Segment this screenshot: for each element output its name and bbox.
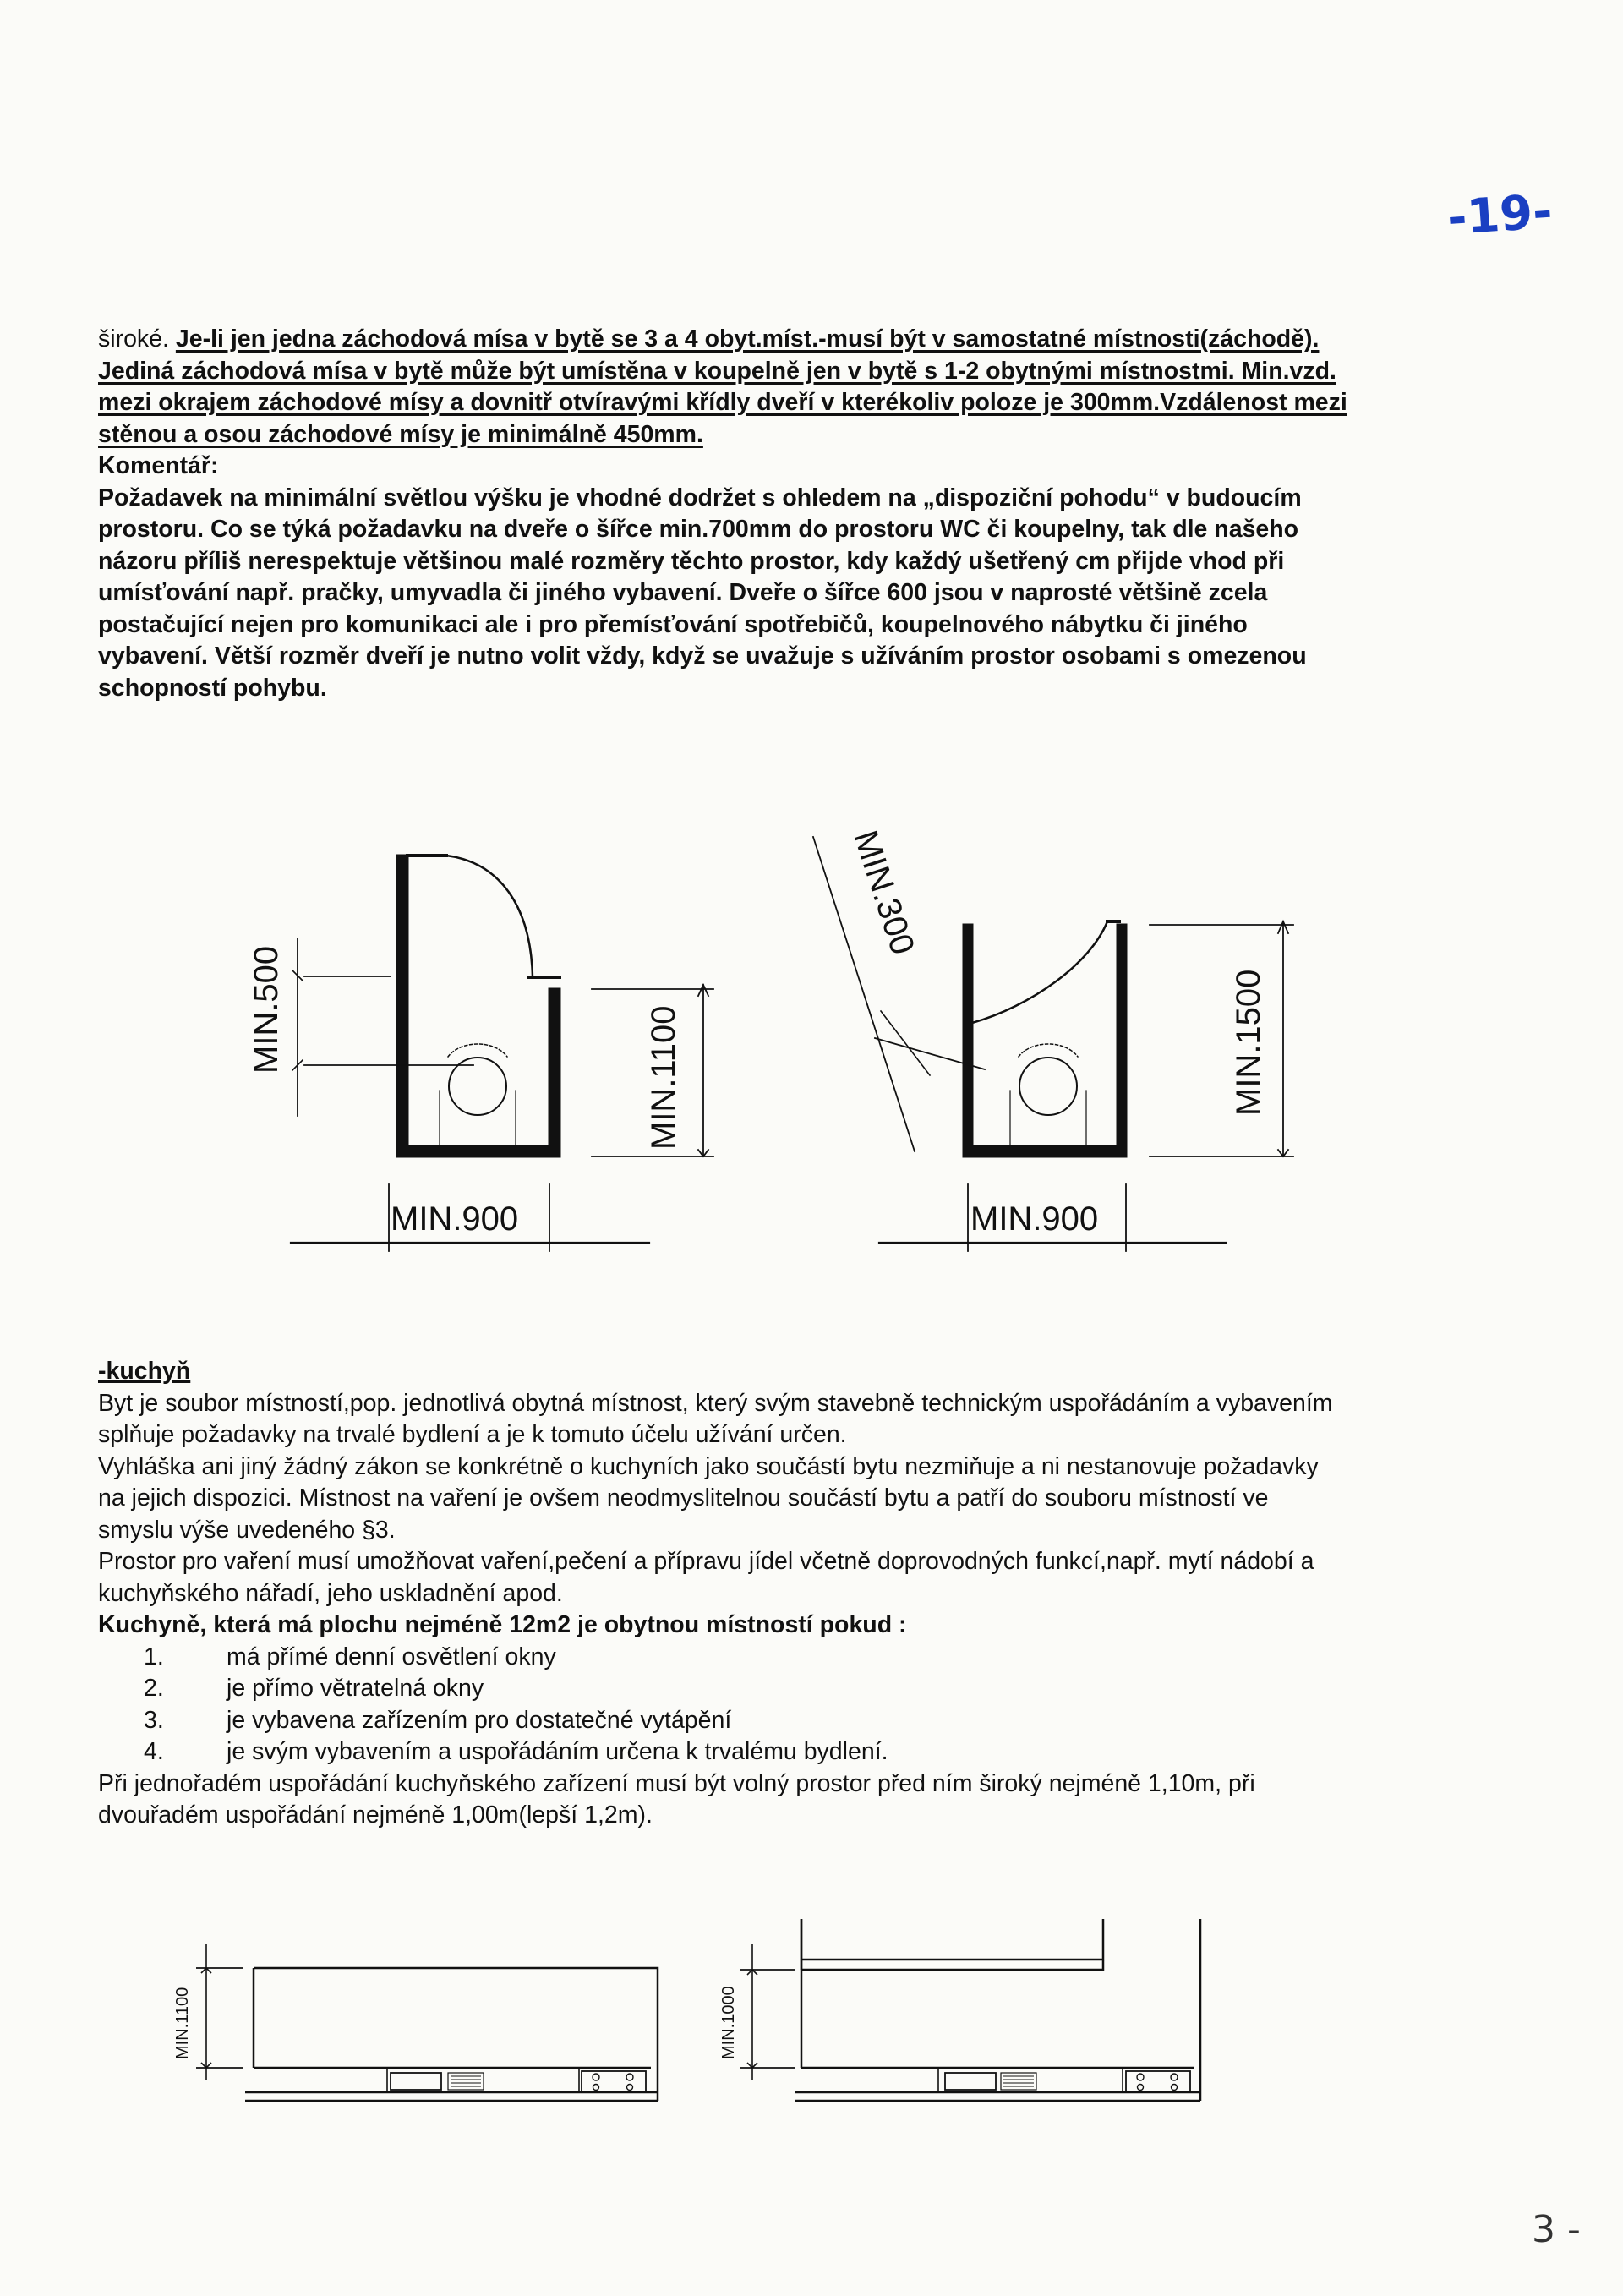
kitchen-double-row <box>740 1919 1200 2101</box>
page-number: -19- <box>1445 183 1555 247</box>
kitchen-paragraph-2: Vyhláška ani jiný žádný zákon se konkrétně o kuchyních jako součástí bytu nezmiňuje a ni nestanovuje požadavky na jejich dispozici. Místnost na vaření je ovšem neodmyslitelnou součástí bytu a patří do souboru místností ve smyslu výše uvedeného §3. <box>98 1452 1319 1544</box>
sheet-number: 3 - <box>1532 2208 1581 2251</box>
kitchen-paragraph-3: Prostor pro vaření musí umožňovat vaření,pečení a přípravu jídel včetně doprovodných funkcí,např. mytí nádobí a kuchyňského nářadí, jeho uskladnění apod. <box>98 1548 1314 1607</box>
list-item: 4. je svým vybavením a uspořádáním určena k trvalému bydlení. <box>144 1738 888 1765</box>
requirement-paragraph: Je-li jen jedna záchodová mísa v bytě se 3 a 4 obyt.míst.-musí být v samostatné místnosti(záchodě). Jediná záchodová mísa v bytě může být umístěna v koupelně jen v bytě s 1-2 obytnými místnostmi. Min.vzd. mezi okrajem záchodové mísy a dovnitř otvíravými křídly dveří v kterékoliv poloze je 300mm.Vzdálenost mezi stěnou a osou záchodové mísy je minimálně 450mm. <box>98 325 1347 448</box>
kitchen-paragraph-1: Byt je soubor místností,pop. jednotlivá obytná místnost, který svým stavebně technickým uspořádáním a vybavením splňuje požadavky na trvalé bydlení a je k tomuto účelu užívání určen. <box>98 1389 1333 1448</box>
kitchen-heading: -kuchyň <box>98 1358 191 1385</box>
wc-left-dim-width: MIN.900 <box>391 1200 519 1238</box>
kitchen-criteria-heading: Kuchyně, která má plochu nejméně 12m2 je obytnou místností pokud : <box>98 1611 907 1638</box>
list-item: 1. má přímé denní osvětlení okny <box>144 1643 556 1670</box>
comment-paragraph: Požadavek na minimální světlou výšku je vhodné dodržet s ohledem na „dispoziční pohodu“ v budoucím prostoru. Co se týká požadavku na dveře o šířce min.700mm do prostoru WC či koupelny, tak dle našeho názoru příliš nerespektuje většinou malé rozměry těchto prostor, kdy každý ušetřený cm přijde vhod při umísťování např. pračky, umyvadla či jiného vybavení. Dveře o šířce 600 jsou v naprosté většině zcela postačující nejen pro komunikaci ale i pro přemísťování spotřebičů, koupelnového nábytku či jiného vybavení. Větší rozměr dveří je nutno volit vždy, když se uvažuje s užíváním prostor osobami s omezenou schopností pohybu. <box>98 484 1307 702</box>
wc-right-dim-width: MIN.900 <box>970 1200 1099 1238</box>
intro-lead-word: široké. <box>98 325 169 353</box>
kitchen-double-row-dim: MIN.1000 <box>719 1986 738 2059</box>
list-item: 3. je vybavena zařízením pro dostatečné vytápění <box>144 1706 732 1734</box>
wc-left-dim-depth: MIN.1100 <box>645 1005 682 1150</box>
comment-label: Komentář: <box>98 452 219 479</box>
wc-right-dim-depth: MIN.1500 <box>1230 969 1267 1116</box>
kitchen-diagrams <box>0 1911 1623 2130</box>
intro-text <box>98 324 1349 704</box>
kitchen-closing-paragraph: Při jednořadém uspořádání kuchyňského zařízení musí být volný prostor před ním široký nejméně 1,10m, při dvouřadém uspořádání nejméně 1,00m(lepší 1,2m). <box>98 1769 1255 1829</box>
wc-left-dim-side: MIN.500 <box>248 945 285 1074</box>
kitchen-criteria-list <box>98 1642 1349 1768</box>
list-item: 2. je přímo větratelná okny <box>144 1675 484 1702</box>
wc-right-dim-door: MIN.300 <box>846 826 922 959</box>
kitchen-single-row <box>196 1944 658 2101</box>
kitchen-section <box>98 1356 1349 1832</box>
kitchen-single-row-dim: MIN.1100 <box>173 1987 192 2059</box>
wc-diagrams <box>0 812 1623 1285</box>
